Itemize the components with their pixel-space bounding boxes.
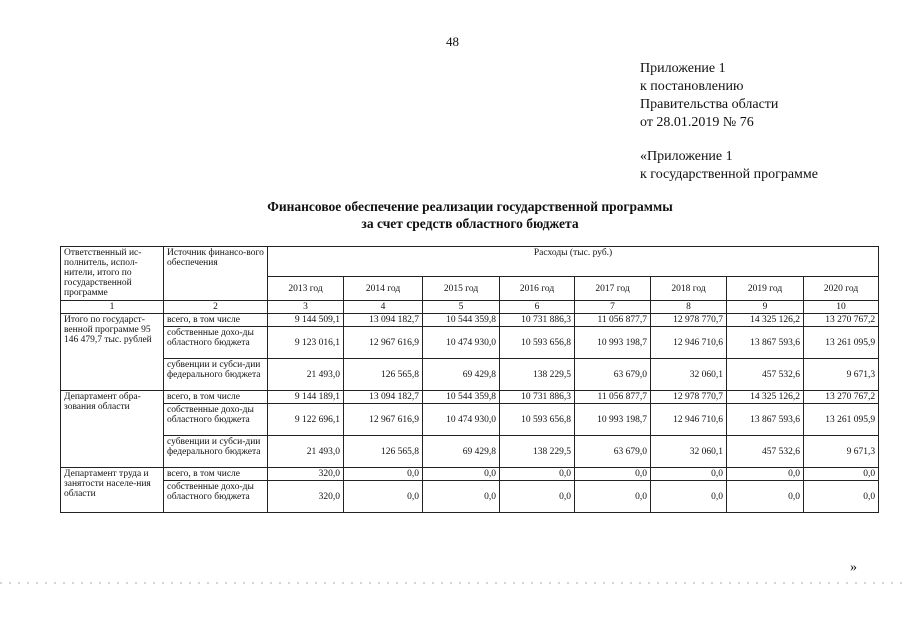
amount-cell: 10 474 930,0 bbox=[423, 327, 500, 359]
amount-cell: 0,0 bbox=[344, 481, 423, 513]
table-row bbox=[61, 404, 879, 436]
header-source: Источник финансо-вого обеспечения bbox=[164, 247, 268, 301]
amount-cell: 0,0 bbox=[423, 481, 500, 513]
amount-cell: 0,0 bbox=[423, 468, 500, 481]
amount-cell: 13 094 182,7 bbox=[344, 391, 423, 404]
amount-cell: 10 993 198,7 bbox=[575, 327, 651, 359]
amount-cell: 138 229,5 bbox=[500, 359, 575, 391]
amount-cell: 9 671,3 bbox=[804, 359, 879, 391]
header-year: 2020 год bbox=[804, 277, 879, 301]
table-body bbox=[61, 314, 879, 513]
amount-cell: 10 474 930,0 bbox=[423, 404, 500, 436]
amount-cell: 9 122 696,1 bbox=[268, 404, 344, 436]
amount-cell: 9 123 016,1 bbox=[268, 327, 344, 359]
appendix-line: к государственной программе bbox=[640, 167, 818, 182]
column-number: 9 bbox=[727, 301, 804, 314]
amount-cell: 12 946 710,6 bbox=[651, 327, 727, 359]
page-number: 48 bbox=[446, 34, 459, 49]
financing-table bbox=[60, 246, 879, 513]
appendix-block bbox=[640, 148, 818, 184]
source-cell: субвенции и субси-дии федерального бюджета bbox=[164, 436, 268, 468]
amount-cell: 32 060,1 bbox=[651, 359, 727, 391]
executor-cell: Итого по государст-венной программе 95 146 479,7 тыс. рублей bbox=[61, 314, 164, 391]
amount-cell: 126 565,8 bbox=[344, 359, 423, 391]
amount-cell: 14 325 126,2 bbox=[727, 391, 804, 404]
amount-cell: 13 261 095,9 bbox=[804, 404, 879, 436]
amount-cell: 126 565,8 bbox=[344, 436, 423, 468]
amount-cell: 32 060,1 bbox=[651, 436, 727, 468]
source-cell: субвенции и субси-дии федерального бюджета bbox=[164, 359, 268, 391]
amount-cell: 13 261 095,9 bbox=[804, 327, 879, 359]
column-number: 4 bbox=[344, 301, 423, 314]
amount-cell: 63 679,0 bbox=[575, 359, 651, 391]
closing-quote: » bbox=[850, 560, 857, 575]
appendix-line: «Приложение 1 bbox=[640, 149, 733, 164]
amount-cell: 11 056 877,7 bbox=[575, 391, 651, 404]
amount-cell: 9 144 509,1 bbox=[268, 314, 344, 327]
amount-cell: 13 094 182,7 bbox=[344, 314, 423, 327]
amount-cell: 10 731 886,3 bbox=[500, 391, 575, 404]
table-row bbox=[61, 481, 879, 513]
column-number: 3 bbox=[268, 301, 344, 314]
amount-cell: 457 532,6 bbox=[727, 359, 804, 391]
amount-cell: 0,0 bbox=[500, 468, 575, 481]
amount-cell: 0,0 bbox=[344, 468, 423, 481]
header-year: 2013 год bbox=[268, 277, 344, 301]
amount-cell: 69 429,8 bbox=[423, 436, 500, 468]
header-year: 2018 год bbox=[651, 277, 727, 301]
header-executor: Ответственный ис-полнитель, испол-нители, итого по государственной программе bbox=[61, 247, 164, 301]
title-line-2: за счет средств областного бюджета bbox=[361, 216, 579, 231]
column-number: 6 bbox=[500, 301, 575, 314]
approval-line: от 28.01.2019 № 76 bbox=[640, 115, 754, 130]
column-number: 7 bbox=[575, 301, 651, 314]
table-row bbox=[61, 436, 879, 468]
table-row bbox=[61, 468, 879, 481]
amount-cell: 320,0 bbox=[268, 481, 344, 513]
executor-cell: Департамент обра-зования области bbox=[61, 391, 164, 468]
header-year: 2014 год bbox=[344, 277, 423, 301]
amount-cell: 0,0 bbox=[575, 468, 651, 481]
amount-cell: 12 967 616,9 bbox=[344, 404, 423, 436]
amount-cell: 13 867 593,6 bbox=[727, 404, 804, 436]
amount-cell: 138 229,5 bbox=[500, 436, 575, 468]
amount-cell: 0,0 bbox=[651, 468, 727, 481]
table-header bbox=[61, 247, 879, 314]
approval-line: Правительства области bbox=[640, 97, 779, 112]
table-row bbox=[61, 314, 879, 327]
header-expenses: Расходы (тыс. руб.) bbox=[268, 247, 879, 277]
column-number: 2 bbox=[164, 301, 268, 314]
column-number: 5 bbox=[423, 301, 500, 314]
amount-cell: 69 429,8 bbox=[423, 359, 500, 391]
table-row bbox=[61, 391, 879, 404]
source-cell: собственные дохо-ды областного бюджета bbox=[164, 481, 268, 513]
amount-cell: 457 532,6 bbox=[727, 436, 804, 468]
header-year: 2015 год bbox=[423, 277, 500, 301]
header-year: 2016 год bbox=[500, 277, 575, 301]
approval-block bbox=[640, 60, 778, 132]
amount-cell: 12 978 770,7 bbox=[651, 391, 727, 404]
amount-cell: 12 946 710,6 bbox=[651, 404, 727, 436]
source-cell: собственные дохо-ды областного бюджета bbox=[164, 404, 268, 436]
page-edge-line bbox=[0, 582, 905, 584]
amount-cell: 12 967 616,9 bbox=[344, 327, 423, 359]
amount-cell: 9 144 189,1 bbox=[268, 391, 344, 404]
executor-cell: Департамент труда и занятости населе-ния области bbox=[61, 468, 164, 513]
source-cell: всего, в том числе bbox=[164, 391, 268, 404]
column-numbers-row bbox=[61, 301, 879, 314]
amount-cell: 11 056 877,7 bbox=[575, 314, 651, 327]
amount-cell: 13 270 767,2 bbox=[804, 314, 879, 327]
column-number: 10 bbox=[804, 301, 879, 314]
amount-cell: 10 593 656,8 bbox=[500, 404, 575, 436]
amount-cell: 320,0 bbox=[268, 468, 344, 481]
table-row bbox=[61, 359, 879, 391]
source-cell: всего, в том числе bbox=[164, 314, 268, 327]
amount-cell: 21 493,0 bbox=[268, 359, 344, 391]
amount-cell: 10 544 359,8 bbox=[423, 314, 500, 327]
amount-cell: 10 731 886,3 bbox=[500, 314, 575, 327]
title-line-1: Финансовое обеспечение реализации государственной программы bbox=[267, 199, 673, 214]
amount-cell: 9 671,3 bbox=[804, 436, 879, 468]
source-cell: всего, в том числе bbox=[164, 468, 268, 481]
amount-cell: 10 593 656,8 bbox=[500, 327, 575, 359]
column-number: 1 bbox=[61, 301, 164, 314]
amount-cell: 0,0 bbox=[575, 481, 651, 513]
document-title bbox=[0, 198, 905, 232]
amount-cell: 0,0 bbox=[804, 468, 879, 481]
amount-cell: 10 544 359,8 bbox=[423, 391, 500, 404]
header-year: 2019 год bbox=[727, 277, 804, 301]
amount-cell: 0,0 bbox=[727, 468, 804, 481]
amount-cell: 14 325 126,2 bbox=[727, 314, 804, 327]
amount-cell: 12 978 770,7 bbox=[651, 314, 727, 327]
amount-cell: 0,0 bbox=[727, 481, 804, 513]
amount-cell: 0,0 bbox=[651, 481, 727, 513]
amount-cell: 63 679,0 bbox=[575, 436, 651, 468]
source-cell: собственные дохо-ды областного бюджета bbox=[164, 327, 268, 359]
amount-cell: 13 270 767,2 bbox=[804, 391, 879, 404]
amount-cell: 21 493,0 bbox=[268, 436, 344, 468]
approval-line: к постановлению bbox=[640, 79, 744, 94]
amount-cell: 0,0 bbox=[500, 481, 575, 513]
approval-line: Приложение 1 bbox=[640, 61, 726, 76]
table-row bbox=[61, 327, 879, 359]
amount-cell: 0,0 bbox=[804, 481, 879, 513]
amount-cell: 13 867 593,6 bbox=[727, 327, 804, 359]
amount-cell: 10 993 198,7 bbox=[575, 404, 651, 436]
header-year: 2017 год bbox=[575, 277, 651, 301]
column-number: 8 bbox=[651, 301, 727, 314]
